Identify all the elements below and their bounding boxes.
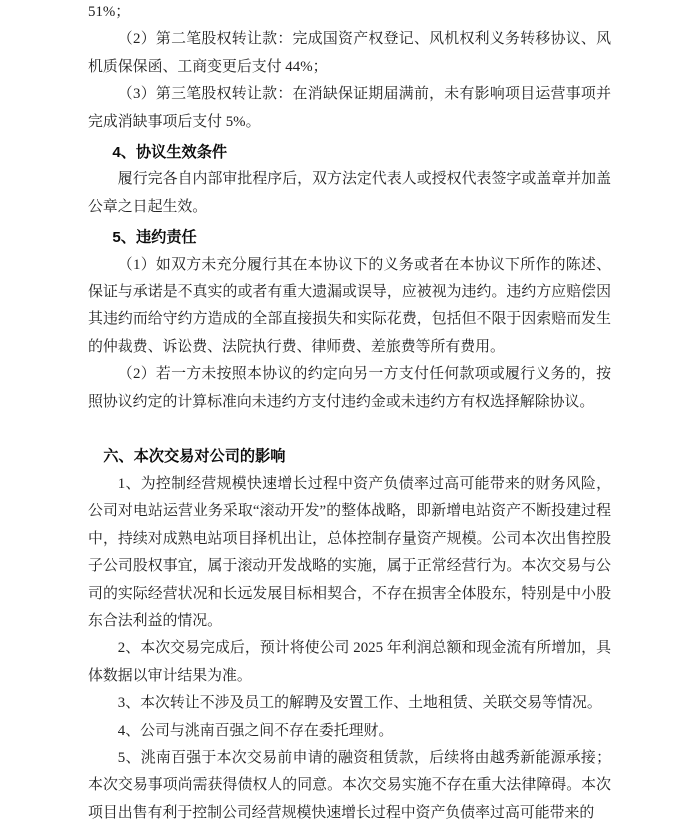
- paragraph: （3）第三笔股权转让款：在消缺保证期届满前，未有影响项目运营事项并完成消缺事项后支付 5%。: [88, 86, 611, 130]
- paragraph: （2）若一方未按照本协议的约定向另一方支付任何款项或履行义务的，按照协议约定的计算标准向未违约方支付违约金或未违约方有权选择解除协议。: [88, 366, 611, 410]
- subsection-heading: 5、违约责任: [112, 229, 197, 247]
- paragraph: 1、为控制经营规模快速增长过程中资产负债率过高可能带来的财务风险，公司对电站运营业务采取“滚动开发”的整体战略，即新增电站资产不断投建过程中，持续对成熟电站项目择机出让，总体控制存量资产规模。公司本次出售控股子公司股权事宜，属于滚动开发战略的实施，属于正常经营行为。本次交易与公司的实际经营状况和长远发展目标相契合，不存在损害全体股东，特别是中小股东合法利益的情况。: [88, 475, 611, 629]
- document-text-block: [88, 0, 611, 827]
- paragraph: （1）如双方未充分履行其在本协议下的义务或者在本协议下所作的陈述、保证与承诺是不真实的或者有重大遗漏或误导，应被视为违约。违约方应赔偿因其违约而给守约方造成的全部直接损失和实际花费，包括但不限于因索赔而发生的仲裁费、诉讼费、法院执行费、律师费、差旅费等所有费用。: [88, 256, 611, 355]
- paragraph: 5、洮南百强于本次交易前申请的融资租赁款，后续将由越秀新能源承接；本次交易事项尚需获得债权人的同意。本次交易实施不存在重大法律障碍。本次项目出售有利于控制公司经营规模快速增长过程中资产负债率过高可能带来的: [88, 749, 611, 821]
- paragraph: 4、公司与洮南百强之间不存在委托理财。: [117, 722, 394, 739]
- paragraph: 履行完各自内部审批程序后，双方法定代表人或授权代表签字或盖章并加盖公章之日起生效。: [88, 171, 611, 215]
- blank-line-spacer: [88, 416, 611, 443]
- paragraph: 51%；: [88, 4, 131, 20]
- paragraph: 2、本次交易完成后，预计将使公司 2025 年利润总额和现金流有所增加，具体数据以审计结果为准。: [88, 640, 611, 684]
- paragraph: 3、本次转让不涉及员工的解聘及安置工作、土地租赁、关联交易等情况。: [117, 695, 602, 712]
- paragraph: （2）第二笔股权转让款：完成国资产权登记、风机权利义务转移协议、风机质保保函、工商变更后支付 44%；: [88, 31, 611, 75]
- subsection-heading: 4、协议生效条件: [112, 144, 228, 162]
- section-heading: 六、本次交易对公司的影响: [103, 448, 286, 466]
